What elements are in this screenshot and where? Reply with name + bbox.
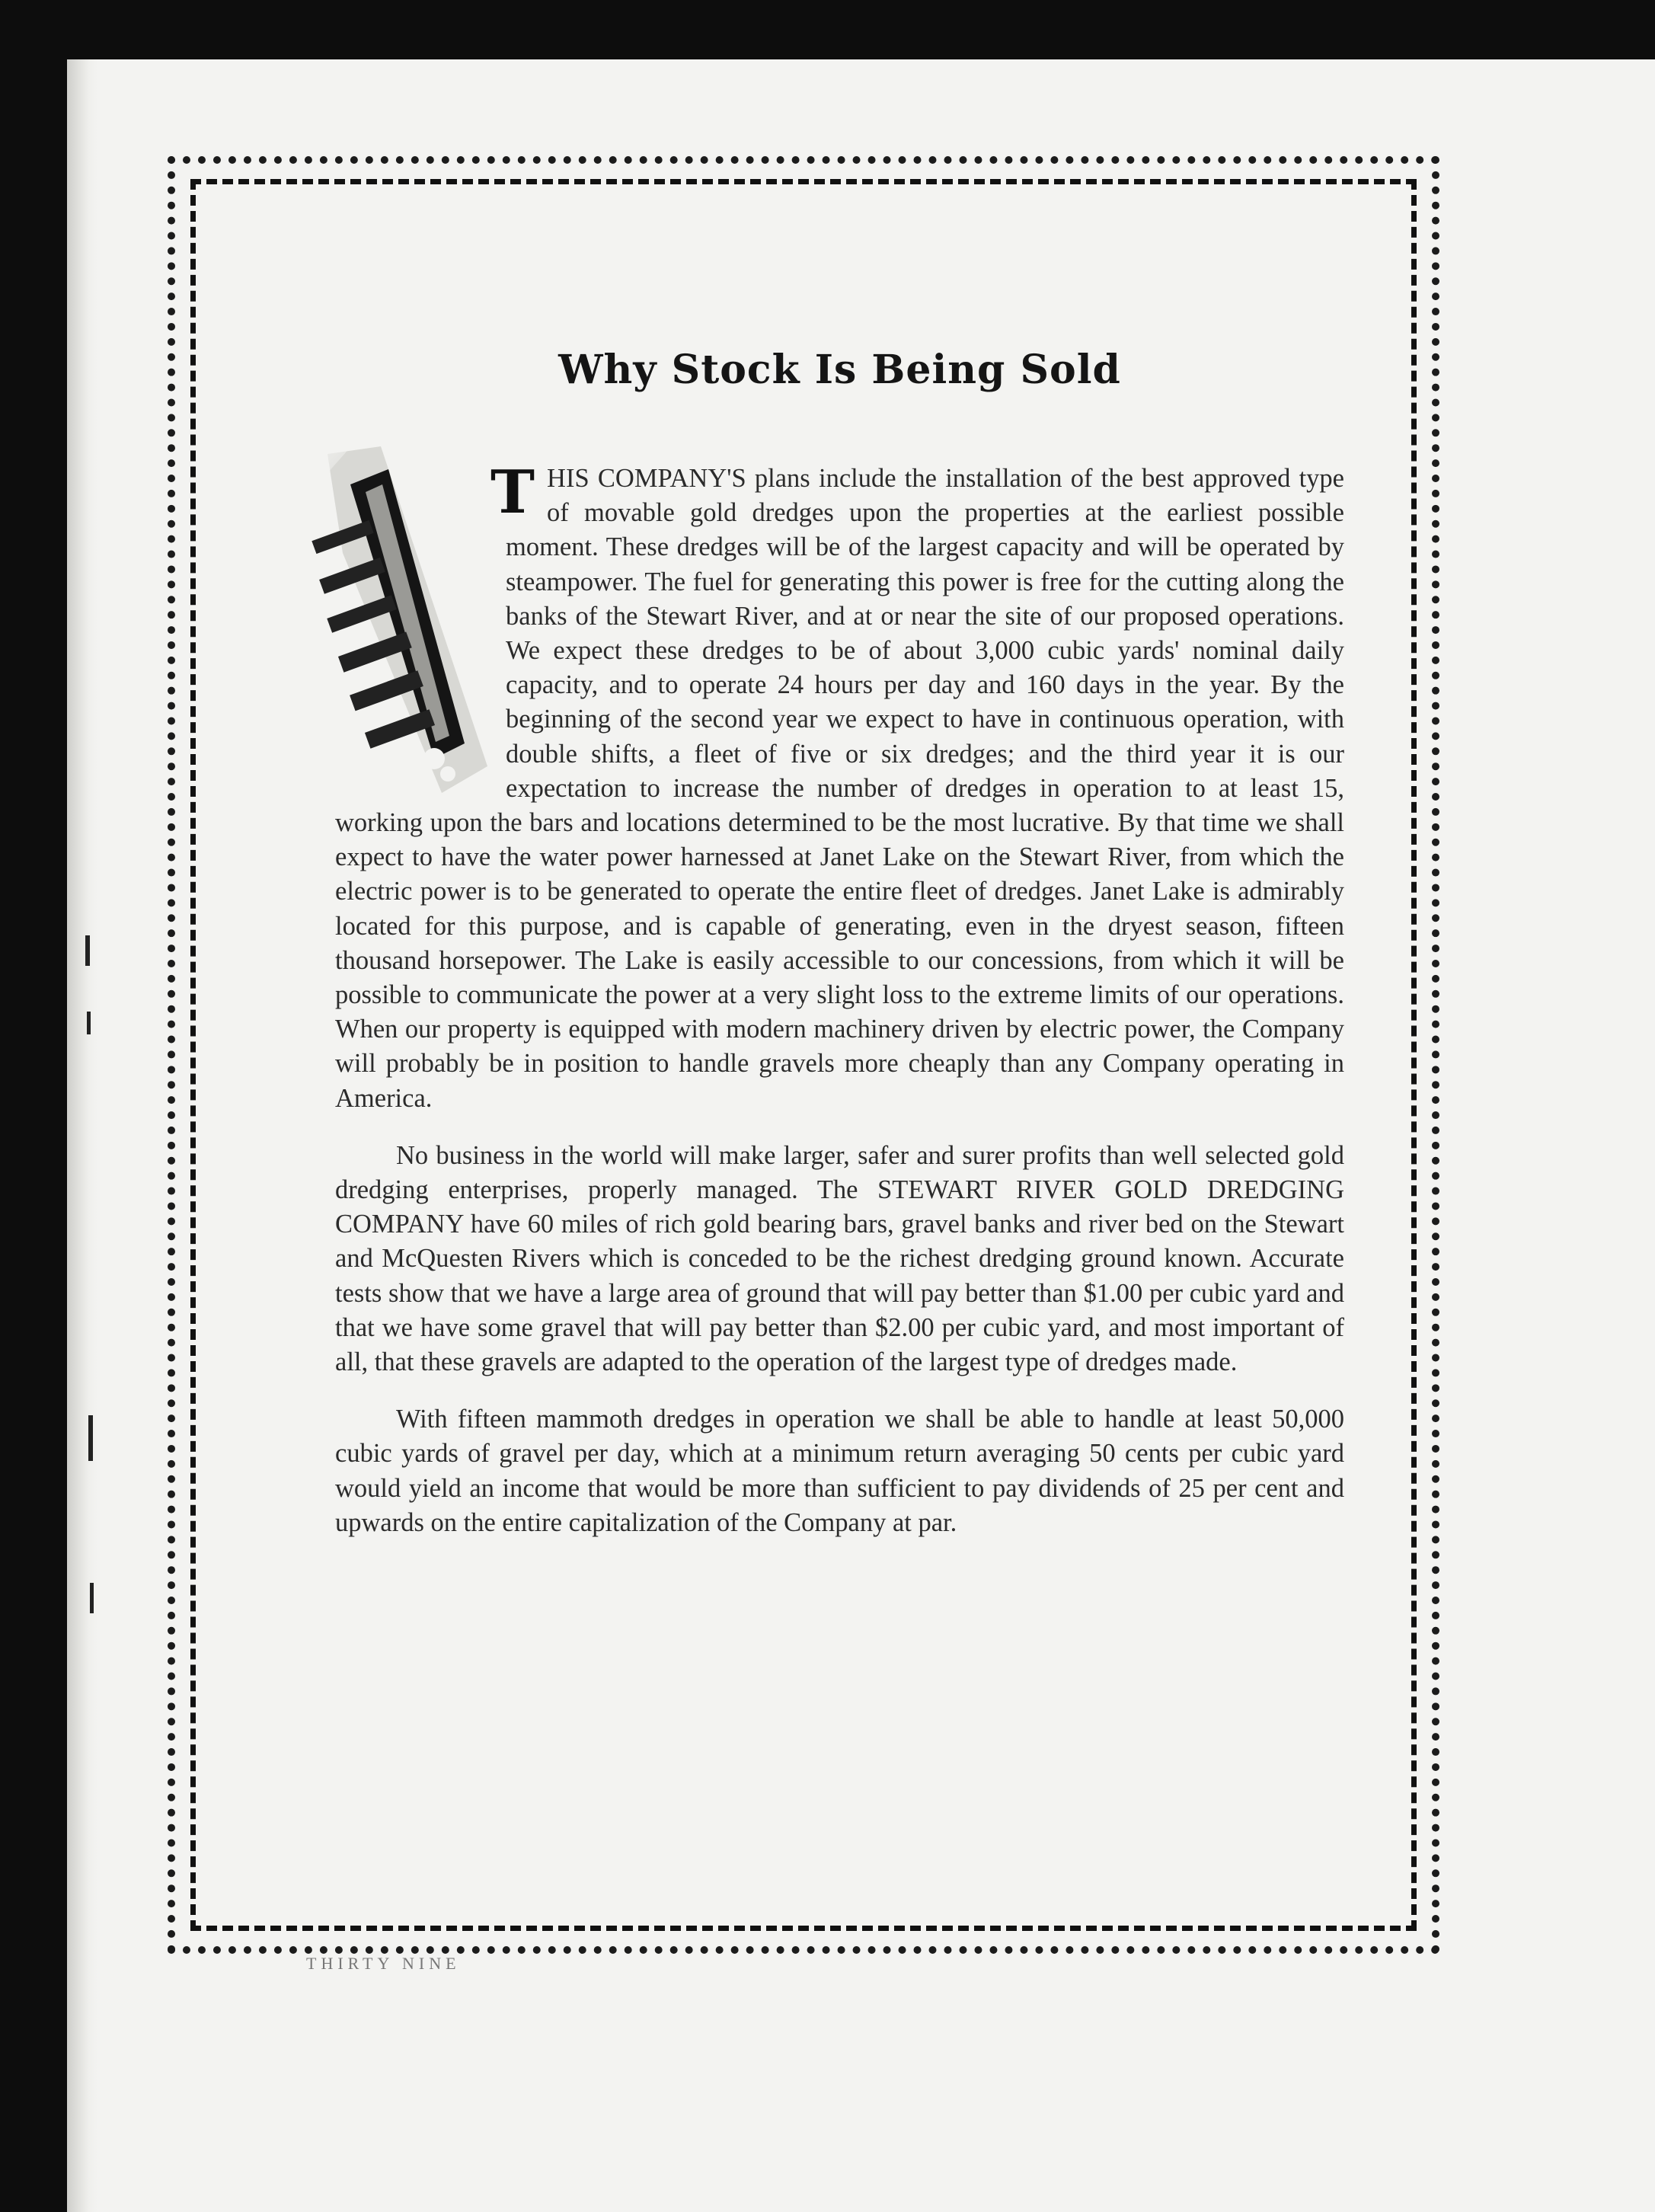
page-title: Why Stock Is Being Sold <box>558 347 1121 393</box>
margin-mark <box>90 1583 94 1613</box>
page-spine-shadow <box>67 59 97 2212</box>
margin-mark <box>85 935 90 966</box>
margin-mark <box>88 1415 93 1461</box>
article <box>335 347 1344 1563</box>
dredge-illustration <box>297 439 495 797</box>
paragraph-3: With fifteen mammoth dredges in operation we shall be able to handle at least 50,000 cubic yards of gravel per day, which at a minimum return averaging 50 cents per cubic yard would yield an income that would be more than sufficient to pay dividends of 25 per cent and upwards on the entire capitalization of the Company at par. <box>335 1405 1344 1537</box>
page-number: THIRTY NINE <box>306 1954 461 1973</box>
paragraph-1: HIS COMPANY'S plans include the installation of the best approved type of movable gold dredges upon the properties at the earliest possible moment. These dredges will be of the largest capacity and will be operated by steampower. The fuel for generating this power is free for the cutting along the banks of the Stewart River, and at or near the site of our proposed operations. We expect these dredges to be of about 3,000 cubic yards' nominal daily capacity, and to operate 24 hours per day and 160 days in the year. By the beginning of the second year we expect to have in continuous operation, with double shifts, a fleet of five or six dredges; and the third year it is our expectation to increase the number of dredges in operation to at least 15, working upon the bars and locations determined to be the most lucrative. By that time we shall expect to have the water power harnessed at Janet Lake on the Stewart River, from which the electric power is to be generated to operate the entire fleet of dredges. Janet Lake is admirably located for this purpose, and is capable of generating, even in the dryest season, fifteen thousand horsepower. The Lake is easily accessible to our concessions, from which it will be possible to communicate the power at a very slight loss to the extreme limits of our operations. When our property is equipped with modern machinery driven by electric power, the Company will probably be in position to handle gravels more cheaply than any Company operating in America. <box>335 464 1344 1113</box>
drop-cap: T <box>490 458 535 527</box>
margin-mark <box>87 1012 91 1034</box>
paragraph-2: No business in the world will make larger, safer and surer profits than well selected gold dredging enterprises, properly managed. The STEWART RIVER GOLD DREDGING COMPANY have 60 miles of rich gold bearing bars, gravel banks and river bed on the Stewart and McQuesten Rivers which is conceded to be the richest dredging ground known. Accurate tests show that we have a large area of ground that will pay better than $1.00 per cubic yard and that we have some gravel that will pay better than $2.00 per cubic yard, and most important of all, that these gravels are adapted to the operation of the largest type of dredges made. <box>335 1140 1344 1377</box>
